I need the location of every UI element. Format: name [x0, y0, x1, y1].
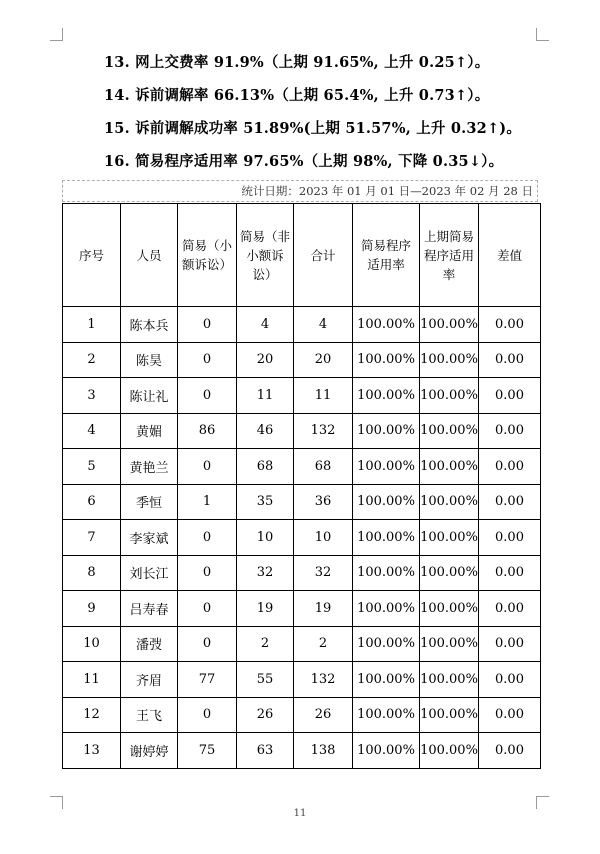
- cell-diff: 0.00: [479, 662, 541, 698]
- table-row: [63, 520, 541, 556]
- table-row: [63, 378, 541, 414]
- cell-diff: 0.00: [479, 413, 541, 449]
- cell-total: 68: [294, 449, 353, 485]
- table-row: [63, 555, 541, 591]
- table-row: [63, 591, 541, 627]
- cell-nonsimple: 68: [237, 449, 294, 485]
- cell-prev-rate: 100.00%: [420, 342, 479, 378]
- cell-diff: 0.00: [479, 378, 541, 414]
- cell-total: 11: [294, 378, 353, 414]
- cell-prev-rate: 100.00%: [420, 307, 479, 343]
- cell-name: 陈让礼: [121, 378, 178, 414]
- cell-rate: 100.00%: [353, 697, 420, 733]
- cell-no: 12: [63, 697, 121, 733]
- cell-total: 32: [294, 555, 353, 591]
- cell-name: 潘弢: [121, 626, 178, 662]
- data-table: [62, 203, 541, 769]
- cell-prev-rate: 100.00%: [420, 591, 479, 627]
- cell-no: 10: [63, 626, 121, 662]
- cell-diff: 0.00: [479, 733, 541, 769]
- cell-prev-rate: 100.00%: [420, 484, 479, 520]
- cell-simple: 0: [178, 342, 237, 378]
- cell-total: 26: [294, 697, 353, 733]
- cell-rate: 100.00%: [353, 378, 420, 414]
- table-row: [63, 449, 541, 485]
- header-no: 序号: [63, 204, 121, 307]
- cell-prev-rate: 100.00%: [420, 733, 479, 769]
- cell-prev-rate: 100.00%: [420, 378, 479, 414]
- cell-no: 7: [63, 520, 121, 556]
- cell-nonsimple: 11: [237, 378, 294, 414]
- cell-total: 2: [294, 626, 353, 662]
- cell-rate: 100.00%: [353, 555, 420, 591]
- table-row: [63, 484, 541, 520]
- corner-mark-top-right: [536, 28, 549, 41]
- cell-no: 5: [63, 449, 121, 485]
- table-body: [63, 307, 541, 769]
- cell-nonsimple: 35: [237, 484, 294, 520]
- cell-simple: 1: [178, 484, 237, 520]
- indicator-item-16: 16. 简易程序适用率 97.65%（上期 98%, 下降 0.35↓）。: [104, 153, 504, 170]
- cell-rate: 100.00%: [353, 591, 420, 627]
- cell-name: 陈本兵: [121, 307, 178, 343]
- cell-name: 季恒: [121, 484, 178, 520]
- cell-no: 13: [63, 733, 121, 769]
- cell-diff: 0.00: [479, 449, 541, 485]
- cell-prev-rate: 100.00%: [420, 626, 479, 662]
- header-diff: 差值: [479, 204, 541, 307]
- table-header-row: [63, 204, 541, 307]
- cell-prev-rate: 100.00%: [420, 555, 479, 591]
- cell-simple: 0: [178, 378, 237, 414]
- table-row: [63, 662, 541, 698]
- cell-nonsimple: 26: [237, 697, 294, 733]
- cell-name: 谢婷婷: [121, 733, 178, 769]
- cell-no: 9: [63, 591, 121, 627]
- cell-name: 齐眉: [121, 662, 178, 698]
- header-prev-rate: 上期简易程序适用率: [420, 204, 479, 307]
- cell-nonsimple: 63: [237, 733, 294, 769]
- stat-date: 统计日期：2023 年 01 月 01 日—2023 年 02 月 28 日: [241, 184, 533, 198]
- table-row: [63, 307, 541, 343]
- cell-nonsimple: 4: [237, 307, 294, 343]
- cell-diff: 0.00: [479, 697, 541, 733]
- cell-name: 黄媚: [121, 413, 178, 449]
- header-name: 人员: [121, 204, 178, 307]
- cell-simple: 0: [178, 626, 237, 662]
- cell-simple: 0: [178, 449, 237, 485]
- cell-simple: 75: [178, 733, 237, 769]
- cell-simple: 77: [178, 662, 237, 698]
- cell-name: 吕寿春: [121, 591, 178, 627]
- indicator-item-14: 14. 诉前调解率 66.13%（上期 65.4%, 上升 0.73↑）。: [104, 87, 490, 104]
- cell-total: 138: [294, 733, 353, 769]
- cell-diff: 0.00: [479, 591, 541, 627]
- table-row: [63, 733, 541, 769]
- cell-prev-rate: 100.00%: [420, 413, 479, 449]
- cell-nonsimple: 2: [237, 626, 294, 662]
- page-number: 11: [293, 808, 307, 819]
- corner-mark-top-left: [50, 28, 63, 41]
- cell-no: 1: [63, 307, 121, 343]
- cell-simple: 0: [178, 591, 237, 627]
- cell-no: 3: [63, 378, 121, 414]
- cell-prev-rate: 100.00%: [420, 520, 479, 556]
- cell-rate: 100.00%: [353, 342, 420, 378]
- cell-name: 刘长江: [121, 555, 178, 591]
- indicator-item-15: 15. 诉前调解成功率 51.89%(上期 51.57%, 上升 0.32↑)。: [104, 120, 522, 137]
- cell-simple: 0: [178, 520, 237, 556]
- cell-nonsimple: 32: [237, 555, 294, 591]
- cell-diff: 0.00: [479, 626, 541, 662]
- cell-diff: 0.00: [479, 307, 541, 343]
- cell-rate: 100.00%: [353, 307, 420, 343]
- cell-rate: 100.00%: [353, 662, 420, 698]
- cell-total: 132: [294, 662, 353, 698]
- table-row: [63, 626, 541, 662]
- indicator-item-13: 13. 网上交费率 91.9%（上期 91.65%, 上升 0.25↑）。: [104, 54, 490, 71]
- cell-rate: 100.00%: [353, 520, 420, 556]
- cell-prev-rate: 100.00%: [420, 449, 479, 485]
- cell-rate: 100.00%: [353, 484, 420, 520]
- header-nonsimple: 简易（非小额诉讼）: [237, 204, 294, 307]
- cell-diff: 0.00: [479, 342, 541, 378]
- cell-no: 4: [63, 413, 121, 449]
- cell-name: 李家斌: [121, 520, 178, 556]
- cell-rate: 100.00%: [353, 626, 420, 662]
- cell-total: 36: [294, 484, 353, 520]
- cell-diff: 0.00: [479, 520, 541, 556]
- cell-simple: 0: [178, 307, 237, 343]
- cell-no: 11: [63, 662, 121, 698]
- cell-total: 132: [294, 413, 353, 449]
- table-row: [63, 413, 541, 449]
- cell-nonsimple: 19: [237, 591, 294, 627]
- header-simple: 简易（小额诉讼）: [178, 204, 237, 307]
- cell-total: 4: [294, 307, 353, 343]
- cell-nonsimple: 10: [237, 520, 294, 556]
- header-rate: 简易程序适用率: [353, 204, 420, 307]
- cell-rate: 100.00%: [353, 449, 420, 485]
- cell-total: 20: [294, 342, 353, 378]
- cell-nonsimple: 55: [237, 662, 294, 698]
- cell-diff: 0.00: [479, 555, 541, 591]
- cell-rate: 100.00%: [353, 733, 420, 769]
- table-row: [63, 342, 541, 378]
- cell-prev-rate: 100.00%: [420, 697, 479, 733]
- cell-diff: 0.00: [479, 484, 541, 520]
- stat-date-box: [62, 180, 538, 202]
- cell-no: 2: [63, 342, 121, 378]
- cell-name: 王飞: [121, 697, 178, 733]
- cell-no: 6: [63, 484, 121, 520]
- cell-simple: 0: [178, 555, 237, 591]
- cell-name: 黄艳兰: [121, 449, 178, 485]
- indicator-list: [104, 51, 564, 183]
- cell-name: 陈昊: [121, 342, 178, 378]
- cell-no: 8: [63, 555, 121, 591]
- header-total: 合计: [294, 204, 353, 307]
- cell-nonsimple: 20: [237, 342, 294, 378]
- cell-nonsimple: 46: [237, 413, 294, 449]
- cell-simple: 0: [178, 697, 237, 733]
- cell-total: 10: [294, 520, 353, 556]
- cell-simple: 86: [178, 413, 237, 449]
- cell-total: 19: [294, 591, 353, 627]
- cell-rate: 100.00%: [353, 413, 420, 449]
- table-row: [63, 697, 541, 733]
- cell-prev-rate: 100.00%: [420, 662, 479, 698]
